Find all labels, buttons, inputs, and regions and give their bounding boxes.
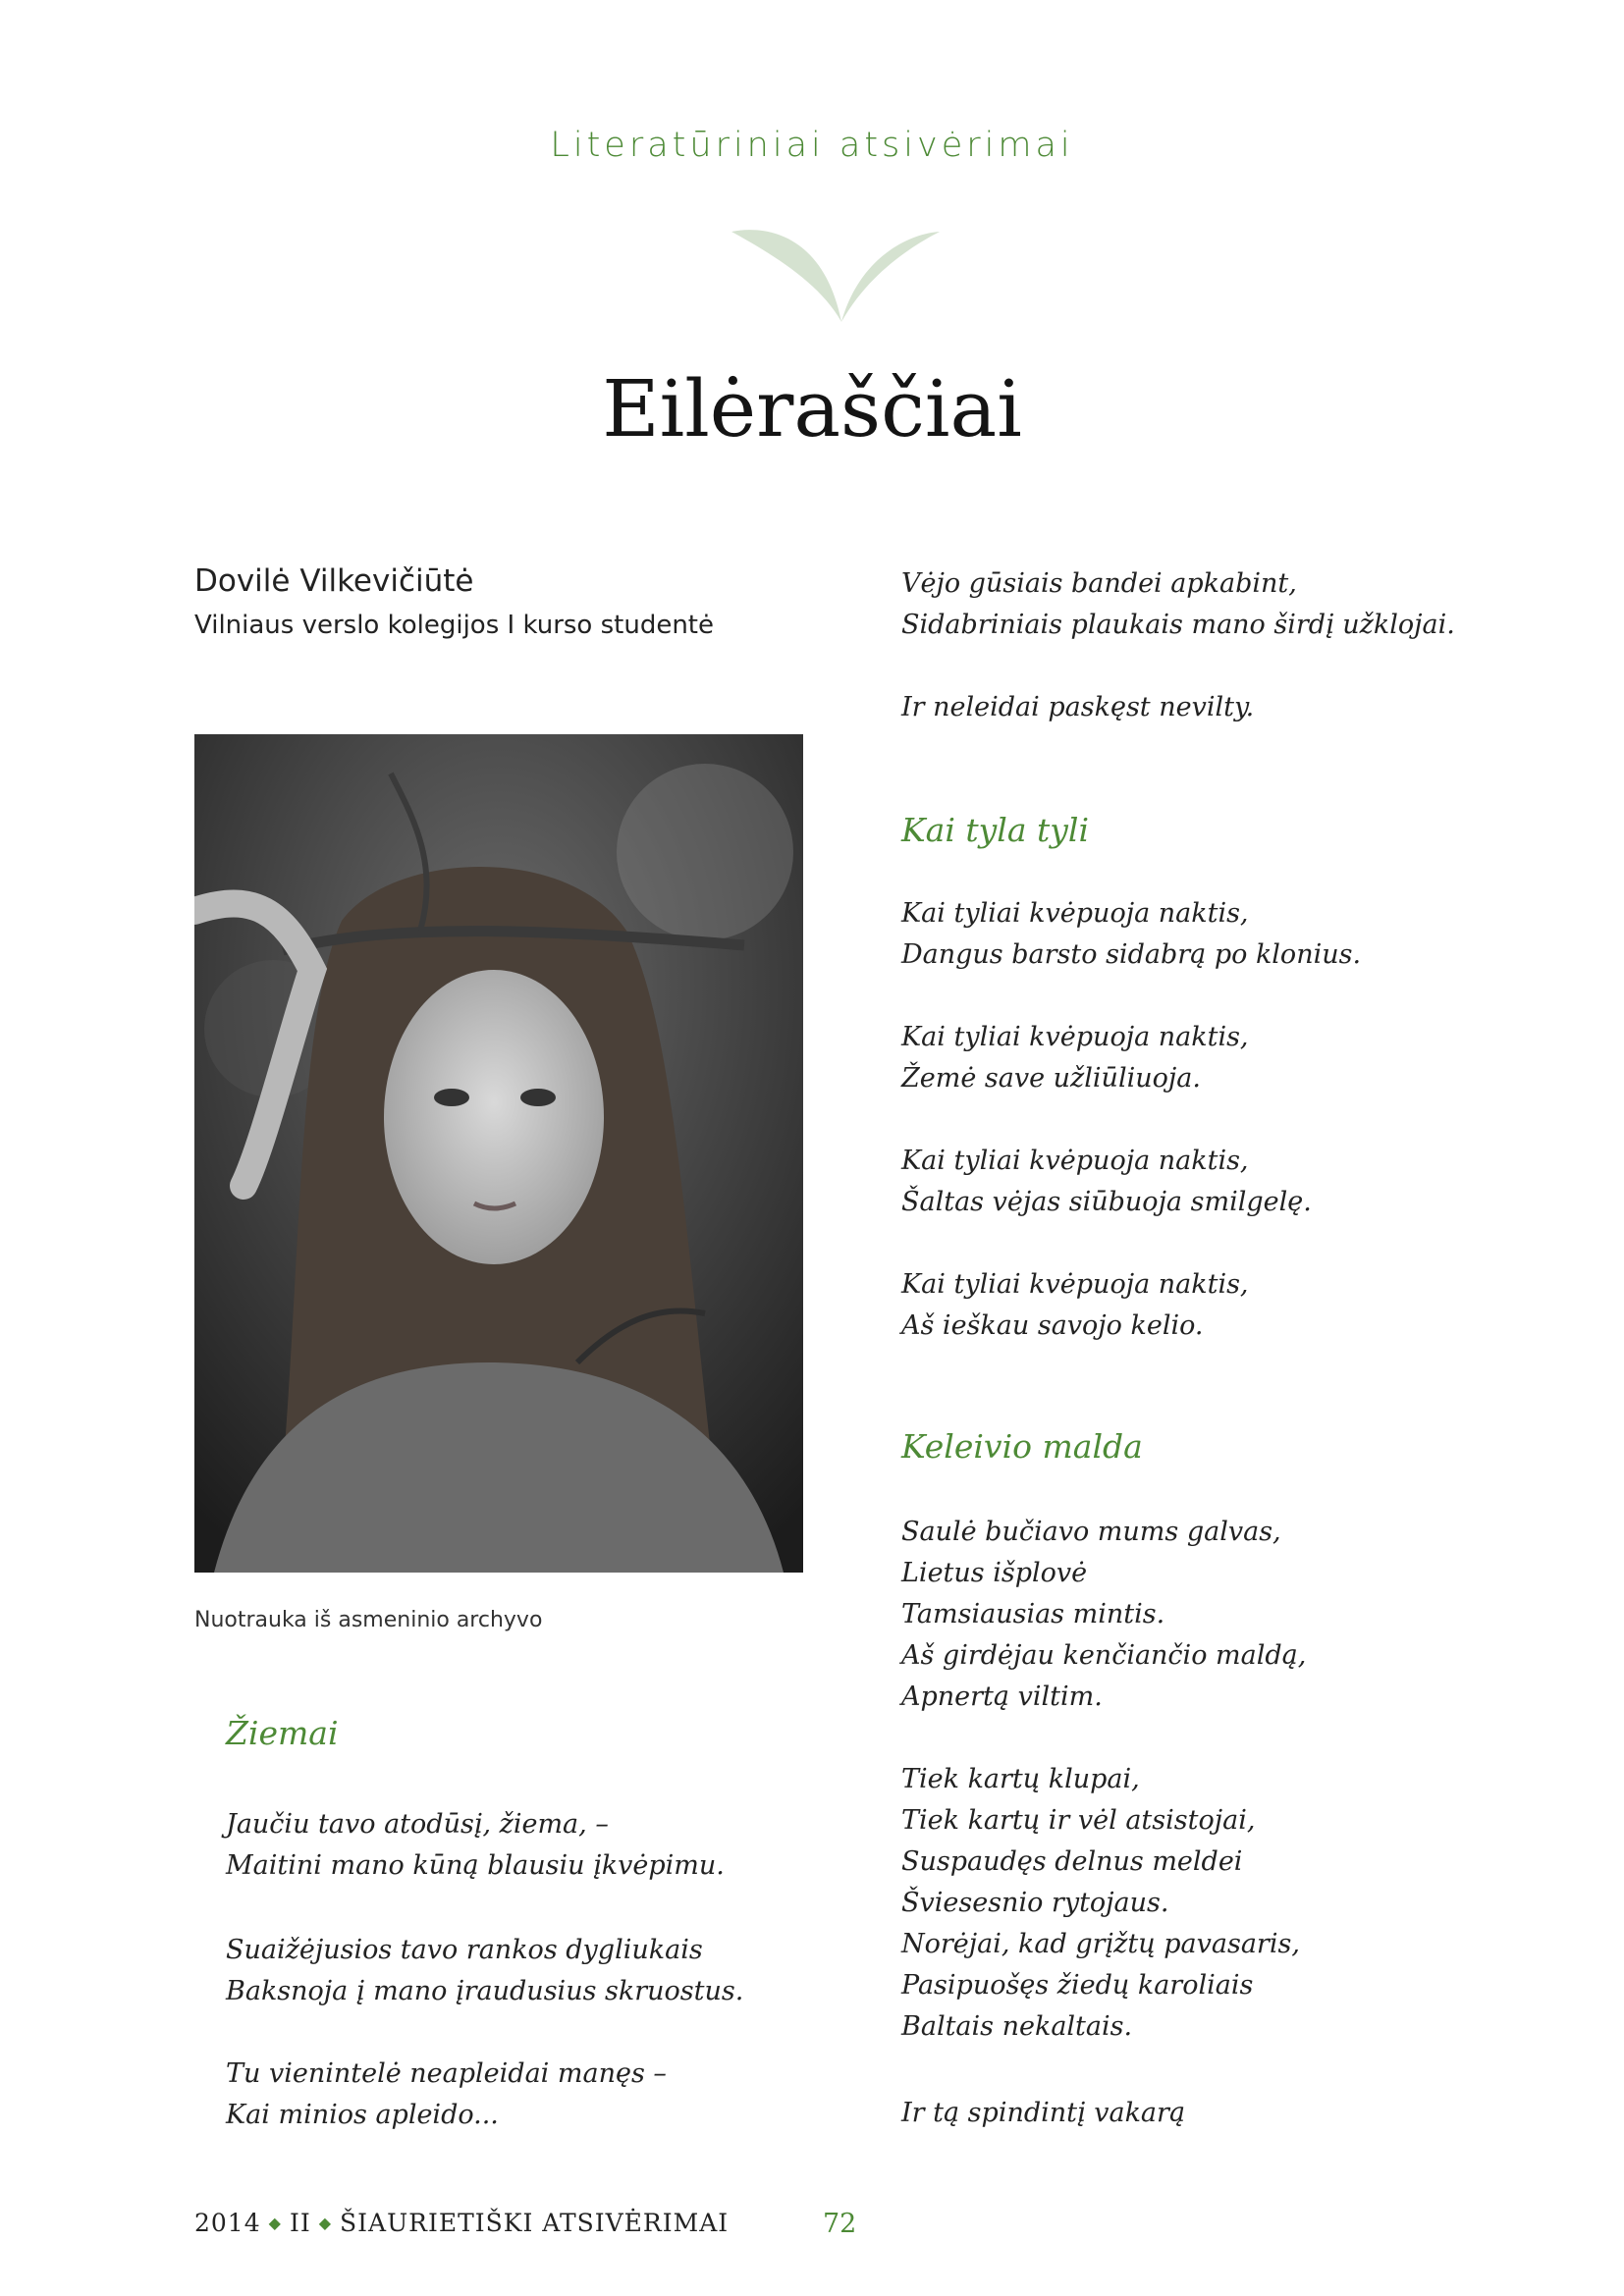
verse-line: Pasipuošęs žiedų karoliais [901, 1970, 1254, 2001]
verse-line: Jaučiu tavo atodūsį, žiema, – [226, 1809, 609, 1840]
diamond-icon: ◆ [268, 2214, 282, 2232]
verse-line: Norėjai, kad grįžtų pavasaris, [901, 1929, 1300, 1959]
section-label: Literatūriniai atsivėrimai [550, 126, 1074, 165]
verse-line: Kai minios apleido... [226, 2100, 499, 2130]
verse-line: Kai tyliai kvėpuoja naktis, [901, 1022, 1249, 1052]
poem-title-ziemai: Žiemai [226, 1714, 339, 1752]
verse-line: Apnertą viltim. [901, 1682, 1103, 1712]
verse-line: Vėjo gūsiais bandei apkabint, [901, 568, 1297, 599]
stanza [901, 1141, 1312, 1223]
verse-line: Lietus išplovė [901, 1558, 1088, 1588]
footer-issue: II [289, 2209, 311, 2237]
stanza [901, 1512, 1306, 1718]
verse-line: Sidabriniais plaukais mano širdį užklojai. [901, 610, 1455, 640]
diamond-icon: ◆ [318, 2214, 333, 2232]
leaf-v-ornament-icon [731, 224, 947, 327]
verse-line: Maitini mano kūną blausiu įkvėpimu. [226, 1850, 725, 1881]
stanza [901, 1017, 1249, 1099]
stanza [226, 2054, 667, 2136]
stanza [901, 563, 1455, 646]
stanza [901, 1264, 1249, 1347]
stanza [901, 1759, 1300, 2048]
author-photo [194, 734, 803, 1573]
footer-year: 2014 [194, 2209, 261, 2237]
verse-line: Kai tyliai kvėpuoja naktis, [901, 1269, 1249, 1300]
verse-line: Tiek kartų ir vėl atsistojai, [901, 1805, 1256, 1836]
stanza [901, 893, 1361, 976]
verse-line: Aš ieškau savojo kelio. [901, 1310, 1204, 1341]
verse-line: Saulė bučiavo mums galvas, [901, 1517, 1281, 1547]
verse-line: Kai tyliai kvėpuoja naktis, [901, 898, 1249, 929]
stanza [901, 2093, 1185, 2134]
verse-line: Ir neleidai paskęst nevilty. [901, 692, 1255, 722]
verse-line: Tu vienintelė neapleidai manęs – [226, 2058, 667, 2089]
verse-line: Aš girdėjau kenčiančio maldą, [901, 1640, 1307, 1671]
stanza [226, 1930, 743, 2012]
verse-line: Kai tyliai kvėpuoja naktis, [901, 1146, 1249, 1176]
verse-line: Dangus barsto sidabrą po klonius. [901, 939, 1362, 970]
verse-line: Baltais nekaltais. [901, 2011, 1133, 2042]
verse-line: Suaižėjusios tavo rankos dygliukais [226, 1935, 703, 1965]
verse-line: Šaltas vėjas siūbuoja smilgelę. [901, 1187, 1312, 1217]
poem-title-kai-tyla-tyli: Kai tyla tyli [901, 811, 1090, 849]
stanza [226, 1804, 725, 1887]
footer-journal: ŠIAURIETIŠKI ATSIVĖRIMAI [340, 2209, 730, 2237]
poem-title-keleivio-malda: Keleivio malda [901, 1427, 1143, 1466]
page-number: 72 [823, 2209, 857, 2239]
footer [194, 2209, 729, 2237]
photo-caption: Nuotrauka iš asmeninio archyvo [194, 1608, 543, 1632]
author-info: Vilniaus verslo kolegijos I kurso studentė [194, 611, 714, 640]
verse-line: Ir tą spindintį vakarą [901, 2098, 1186, 2128]
author-name: Dovilė Vilkevičiūtė [194, 563, 474, 599]
stanza [901, 687, 1254, 728]
verse-line: Tiek kartų klupai, [901, 1764, 1140, 1794]
verse-line: Žemė save užliūliuoja. [901, 1063, 1201, 1094]
page-title: Eilėraščiai [602, 363, 1022, 454]
verse-line: Suspaudęs delnus meldei [901, 1846, 1243, 1877]
verse-line: Baksnoja į mano įraudusius skruostus. [226, 1976, 744, 2006]
verse-line: Tamsiausias mintis. [901, 1599, 1165, 1629]
verse-line: Šviesesnio rytojaus. [901, 1888, 1169, 1918]
